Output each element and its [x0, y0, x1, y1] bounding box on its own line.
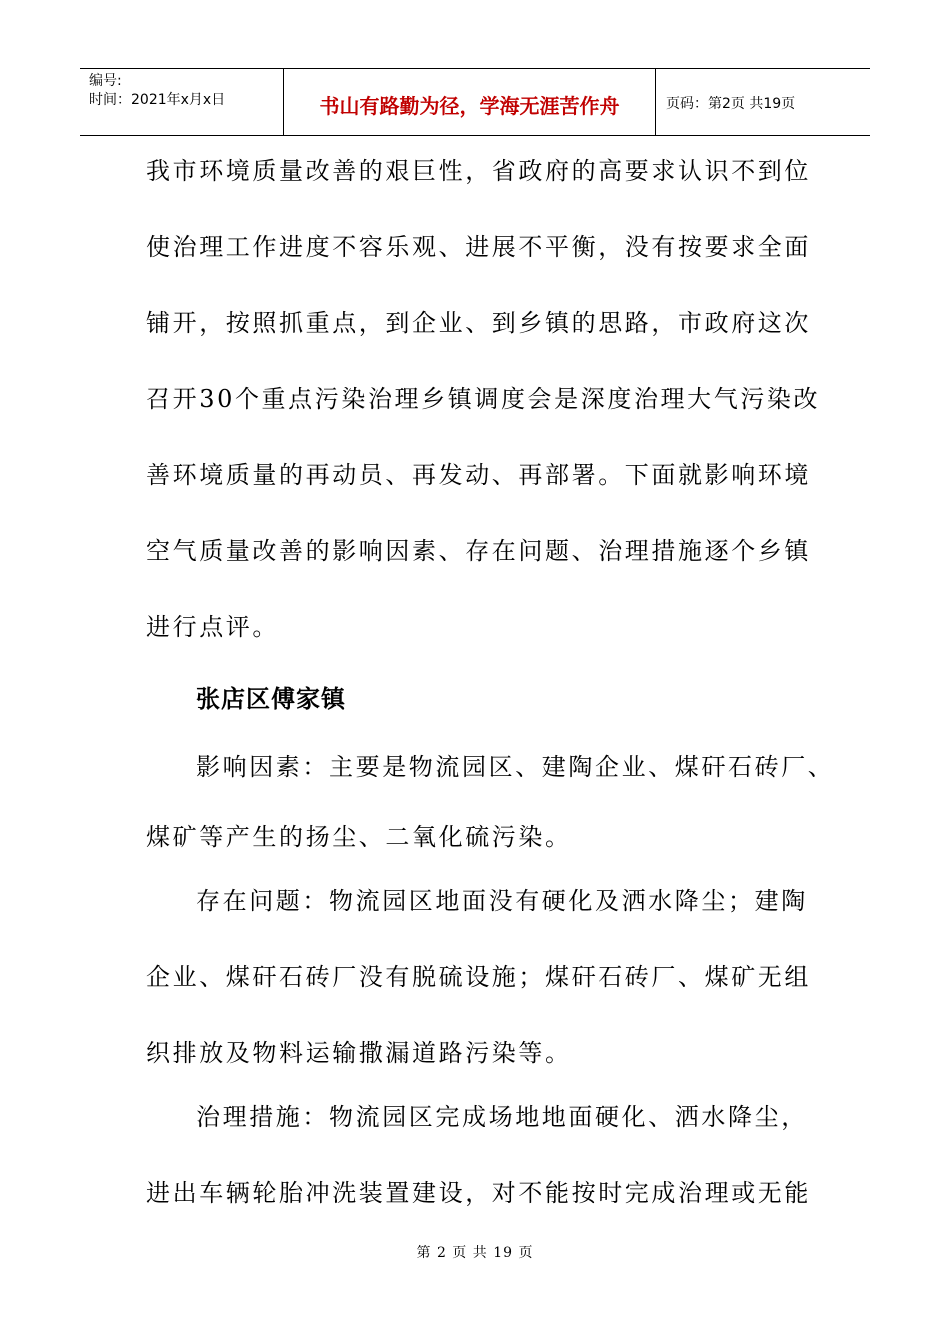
- body-line-15: 进出车辆轮胎冲洗装置建设，对不能按时完成治理或无能: [146, 1179, 811, 1207]
- document-number-label: 编号:: [89, 73, 122, 89]
- body-line-1: 我市环境质量改善的艰巨性，省政府的高要求认识不到位: [146, 157, 811, 185]
- body-line-10: 煤矿等产生的扬尘、二氧化硫污染。: [146, 823, 572, 851]
- body-line-2: 使治理工作进度不容乐观、进展不平衡，没有按要求全面: [146, 233, 811, 261]
- body-line-12: 企业、煤矸石砖厂没有脱硫设施；煤矸石砖厂、煤矿无组: [146, 963, 811, 991]
- page-footer: 第 2 页 共 19 页: [416, 1245, 534, 1261]
- body-line-6: 空气质量改善的影响因素、存在问题、治理措施逐个乡镇: [146, 537, 811, 565]
- page-header: [80, 68, 870, 136]
- body-line-5: 善环境质量的再动员、再发动、再部署。下面就影响环境: [146, 461, 811, 489]
- section-heading: 张店区傅家镇: [196, 685, 346, 713]
- body-line-7: 进行点评。: [146, 613, 279, 641]
- body-line-14: 治理措施：物流园区完成场地地面硬化、洒水降尘，: [196, 1103, 808, 1131]
- header-page-info: 页码：第2页 共19页: [666, 96, 796, 112]
- body-line-3: 铺开，按照抓重点，到企业、到乡镇的思路，市政府这次: [146, 309, 811, 337]
- header-left-cell: [80, 69, 284, 135]
- body-line-11: 存在问题：物流园区地面没有硬化及洒水降尘；建陶: [196, 887, 808, 915]
- document-time-label: 时间：2021年x月x日: [89, 92, 226, 108]
- header-motto: 书山有路勤为径，学海无涯苦作舟: [284, 69, 656, 135]
- body-line-13: 织排放及物料运输撒漏道路污染等。: [146, 1039, 572, 1067]
- body-line-9: 影响因素：主要是物流园区、建陶企业、煤矸石砖厂、: [196, 753, 835, 781]
- body-line-4: 召开30个重点污染治理乡镇调度会是深度治理大气污染改: [146, 385, 821, 413]
